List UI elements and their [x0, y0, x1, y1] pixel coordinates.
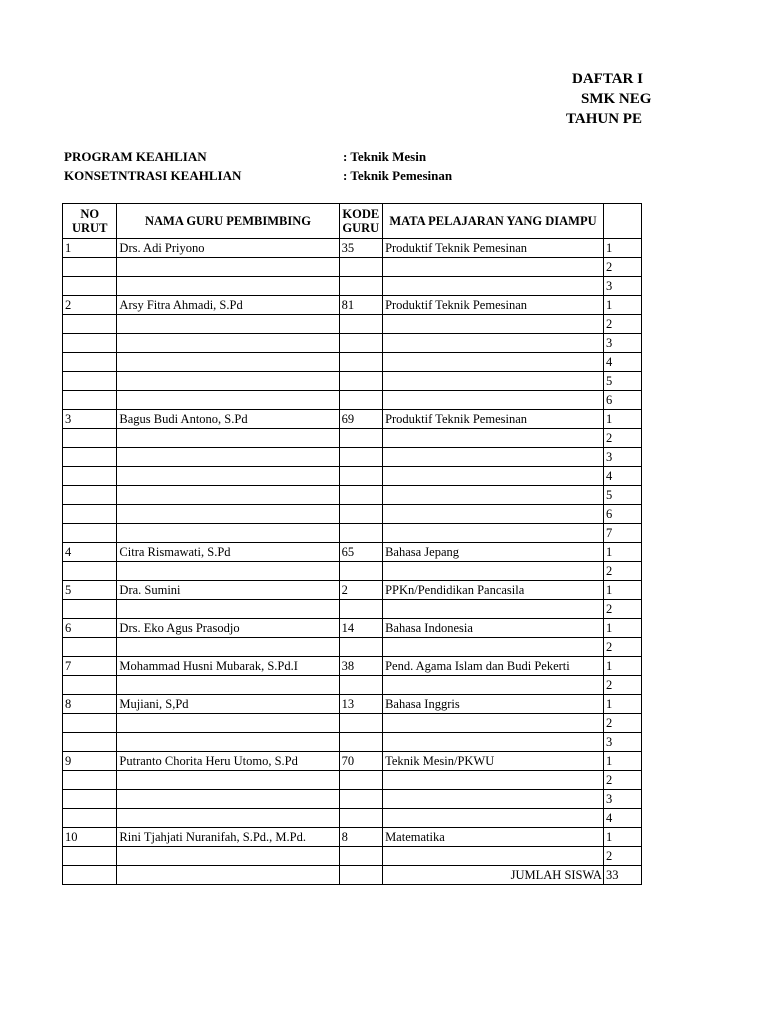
siswa-no-cell: 5 — [603, 486, 641, 505]
siswa-no-cell: 4 — [603, 353, 641, 372]
nama-cell — [117, 334, 339, 353]
kode-cell — [339, 638, 383, 657]
header-extra — [603, 204, 641, 239]
header-nama-guru: NAMA GURU PEMBIMBING — [117, 204, 339, 239]
no-cell — [63, 714, 117, 733]
no-cell — [63, 638, 117, 657]
no-cell — [63, 277, 117, 296]
mapel-cell — [383, 638, 604, 657]
mapel-cell — [383, 372, 604, 391]
program-label: PROGRAM KEAHLIAN — [64, 149, 207, 164]
no-cell — [63, 334, 117, 353]
table-row — [63, 277, 642, 296]
empty-cell — [339, 866, 383, 885]
mapel-cell — [383, 315, 604, 334]
siswa-no-cell: 2 — [603, 847, 641, 866]
mapel-cell: Bahasa Indonesia — [383, 619, 604, 638]
mapel-cell — [383, 429, 604, 448]
pembimbing-table — [62, 203, 642, 885]
siswa-no-cell: 4 — [603, 809, 641, 828]
kode-cell: 13 — [339, 695, 383, 714]
mapel-cell — [383, 676, 604, 695]
kode-cell — [339, 258, 383, 277]
mapel-cell — [383, 809, 604, 828]
siswa-no-cell: 1 — [603, 695, 641, 714]
program-value: : Teknik Mesin — [343, 149, 427, 164]
siswa-no-cell: 1 — [603, 581, 641, 600]
mapel-cell — [383, 258, 604, 277]
table-row — [63, 771, 642, 790]
siswa-no-cell: 1 — [603, 410, 641, 429]
nama-cell — [117, 600, 339, 619]
no-cell: 5 — [63, 581, 117, 600]
table-row — [63, 429, 642, 448]
nama-cell: Mujiani, S,Pd — [117, 695, 339, 714]
table-row — [63, 258, 642, 277]
mapel-cell — [383, 771, 604, 790]
kode-cell — [339, 448, 383, 467]
no-cell — [63, 600, 117, 619]
table-row — [63, 524, 642, 543]
siswa-no-cell: 2 — [603, 600, 641, 619]
kode-cell — [339, 809, 383, 828]
doc-title-line-3: TAHUN PE — [566, 111, 642, 127]
siswa-no-cell: 2 — [603, 429, 641, 448]
kode-cell — [339, 277, 383, 296]
table-row — [63, 809, 642, 828]
mapel-cell — [383, 505, 604, 524]
mapel-cell — [383, 467, 604, 486]
nama-cell — [117, 676, 339, 695]
nama-cell: Putranto Chorita Heru Utomo, S.Pd — [117, 752, 339, 771]
no-cell — [63, 372, 117, 391]
table-row — [63, 448, 642, 467]
no-cell — [63, 524, 117, 543]
nama-cell: Arsy Fitra Ahmadi, S.Pd — [117, 296, 339, 315]
kode-cell — [339, 467, 383, 486]
kode-cell: 65 — [339, 543, 383, 562]
no-cell — [63, 676, 117, 695]
table-row — [63, 600, 642, 619]
kode-cell: 38 — [339, 657, 383, 676]
nama-cell — [117, 315, 339, 334]
table-row — [63, 695, 642, 714]
siswa-no-cell: 3 — [603, 448, 641, 467]
siswa-no-cell: 5 — [603, 372, 641, 391]
table-row — [63, 239, 642, 258]
mapel-cell — [383, 562, 604, 581]
no-cell — [63, 486, 117, 505]
table-row — [63, 505, 642, 524]
siswa-no-cell: 1 — [603, 296, 641, 315]
table-row — [63, 315, 642, 334]
no-cell — [63, 315, 117, 334]
total-row — [63, 866, 642, 885]
nama-cell — [117, 486, 339, 505]
nama-cell: Dra. Sumini — [117, 581, 339, 600]
nama-cell — [117, 391, 339, 410]
table-row — [63, 790, 642, 809]
nama-cell — [117, 372, 339, 391]
mapel-cell: Matematika — [383, 828, 604, 847]
siswa-no-cell: 1 — [603, 752, 641, 771]
mapel-cell — [383, 714, 604, 733]
siswa-no-cell: 2 — [603, 771, 641, 790]
siswa-no-cell: 6 — [603, 505, 641, 524]
nama-cell: Drs. Eko Agus Prasodjo — [117, 619, 339, 638]
nama-cell — [117, 771, 339, 790]
table-row — [63, 486, 642, 505]
kode-cell — [339, 334, 383, 353]
mapel-cell: PPKn/Pendidikan Pancasila — [383, 581, 604, 600]
kode-cell — [339, 790, 383, 809]
kode-cell — [339, 600, 383, 619]
total-label: JUMLAH SISWA — [383, 866, 604, 885]
no-cell — [63, 429, 117, 448]
mapel-cell — [383, 847, 604, 866]
kode-cell: 81 — [339, 296, 383, 315]
no-cell: 7 — [63, 657, 117, 676]
kode-cell — [339, 486, 383, 505]
header-no-urut: NO URUT — [63, 204, 117, 239]
empty-cell — [117, 866, 339, 885]
mapel-cell — [383, 600, 604, 619]
mapel-cell — [383, 486, 604, 505]
siswa-no-cell: 6 — [603, 391, 641, 410]
total-value: 33 — [603, 866, 641, 885]
kode-cell: 69 — [339, 410, 383, 429]
kode-cell — [339, 714, 383, 733]
siswa-no-cell: 3 — [603, 334, 641, 353]
kode-cell: 8 — [339, 828, 383, 847]
kode-cell — [339, 733, 383, 752]
table-row — [63, 657, 642, 676]
table-row — [63, 619, 642, 638]
table-row — [63, 296, 642, 315]
siswa-no-cell: 1 — [603, 657, 641, 676]
nama-cell: Rini Tjahjati Nuranifah, S.Pd., M.Pd. — [117, 828, 339, 847]
nama-cell — [117, 638, 339, 657]
mapel-cell — [383, 353, 604, 372]
no-cell — [63, 448, 117, 467]
table-row — [63, 714, 642, 733]
mapel-cell — [383, 448, 604, 467]
no-cell — [63, 505, 117, 524]
nama-cell — [117, 847, 339, 866]
kode-cell — [339, 847, 383, 866]
nama-cell — [117, 809, 339, 828]
table-header-row — [63, 204, 642, 239]
table-row — [63, 410, 642, 429]
no-cell — [63, 353, 117, 372]
nama-cell — [117, 258, 339, 277]
table-row — [63, 752, 642, 771]
kode-cell — [339, 429, 383, 448]
kode-cell — [339, 391, 383, 410]
kode-cell — [339, 771, 383, 790]
table-row — [63, 733, 642, 752]
siswa-no-cell: 3 — [603, 277, 641, 296]
mapel-cell: Bahasa Jepang — [383, 543, 604, 562]
kode-cell — [339, 353, 383, 372]
nama-cell — [117, 562, 339, 581]
table-row — [63, 847, 642, 866]
no-cell: 1 — [63, 239, 117, 258]
no-cell — [63, 790, 117, 809]
table-row — [63, 638, 642, 657]
nama-cell — [117, 429, 339, 448]
mapel-cell: Produktif Teknik Pemesinan — [383, 239, 604, 258]
table-row — [63, 828, 642, 847]
doc-title-line-2: SMK NEG — [581, 91, 652, 107]
siswa-no-cell: 3 — [603, 790, 641, 809]
mapel-cell: Bahasa Inggris — [383, 695, 604, 714]
nama-cell — [117, 467, 339, 486]
table-body — [63, 239, 642, 885]
table-row — [63, 372, 642, 391]
header-kode-guru: KODE GURU — [339, 204, 383, 239]
mapel-cell: Produktif Teknik Pemesinan — [383, 410, 604, 429]
kode-cell — [339, 372, 383, 391]
konsentrasi-label: KONSETNTRASI KEAHLIAN — [64, 168, 242, 183]
siswa-no-cell: 1 — [603, 828, 641, 847]
mapel-cell — [383, 391, 604, 410]
table-row — [63, 581, 642, 600]
mapel-cell — [383, 524, 604, 543]
nama-cell: Bagus Budi Antono, S.Pd — [117, 410, 339, 429]
table-row — [63, 353, 642, 372]
siswa-no-cell: 2 — [603, 562, 641, 581]
siswa-no-cell: 2 — [603, 258, 641, 277]
nama-cell — [117, 353, 339, 372]
nama-cell — [117, 524, 339, 543]
table-row — [63, 543, 642, 562]
kode-cell — [339, 562, 383, 581]
no-cell — [63, 809, 117, 828]
table-row — [63, 676, 642, 695]
no-cell — [63, 771, 117, 790]
kode-cell — [339, 676, 383, 695]
siswa-no-cell: 2 — [603, 315, 641, 334]
nama-cell — [117, 733, 339, 752]
mapel-cell — [383, 277, 604, 296]
no-cell: 10 — [63, 828, 117, 847]
nama-cell — [117, 714, 339, 733]
konsentrasi-value: : Teknik Pemesinan — [343, 168, 453, 183]
kode-cell — [339, 524, 383, 543]
mapel-cell: Produktif Teknik Pemesinan — [383, 296, 604, 315]
siswa-no-cell: 7 — [603, 524, 641, 543]
siswa-no-cell: 1 — [603, 543, 641, 562]
mapel-cell: Teknik Mesin/PKWU — [383, 752, 604, 771]
mapel-cell — [383, 790, 604, 809]
siswa-no-cell: 1 — [603, 619, 641, 638]
no-cell: 8 — [63, 695, 117, 714]
siswa-no-cell: 2 — [603, 676, 641, 695]
kode-cell — [339, 505, 383, 524]
siswa-no-cell: 2 — [603, 714, 641, 733]
no-cell — [63, 562, 117, 581]
no-cell — [63, 467, 117, 486]
table-row — [63, 334, 642, 353]
mapel-cell — [383, 334, 604, 353]
nama-cell — [117, 505, 339, 524]
siswa-no-cell: 2 — [603, 638, 641, 657]
nama-cell — [117, 448, 339, 467]
no-cell — [63, 258, 117, 277]
siswa-no-cell: 1 — [603, 239, 641, 258]
no-cell: 6 — [63, 619, 117, 638]
nama-cell: Drs. Adi Priyono — [117, 239, 339, 258]
siswa-no-cell: 3 — [603, 733, 641, 752]
siswa-no-cell: 4 — [603, 467, 641, 486]
kode-cell: 2 — [339, 581, 383, 600]
nama-cell — [117, 277, 339, 296]
table-row — [63, 467, 642, 486]
kode-cell: 14 — [339, 619, 383, 638]
kode-cell — [339, 315, 383, 334]
kode-cell: 35 — [339, 239, 383, 258]
nama-cell: Mohammad Husni Mubarak, S.Pd.I — [117, 657, 339, 676]
table-row — [63, 562, 642, 581]
mapel-cell: Pend. Agama Islam dan Budi Pekerti — [383, 657, 604, 676]
mapel-cell — [383, 733, 604, 752]
no-cell: 9 — [63, 752, 117, 771]
table-row — [63, 391, 642, 410]
header-mata-pelajaran: MATA PELAJARAN YANG DIAMPU — [383, 204, 604, 239]
no-cell: 4 — [63, 543, 117, 562]
doc-title-line-1: DAFTAR I — [572, 71, 643, 87]
no-cell — [63, 847, 117, 866]
no-cell — [63, 733, 117, 752]
empty-cell — [63, 866, 117, 885]
no-cell: 3 — [63, 410, 117, 429]
nama-cell — [117, 790, 339, 809]
nama-cell: Citra Rismawati, S.Pd — [117, 543, 339, 562]
kode-cell: 70 — [339, 752, 383, 771]
no-cell — [63, 391, 117, 410]
no-cell: 2 — [63, 296, 117, 315]
